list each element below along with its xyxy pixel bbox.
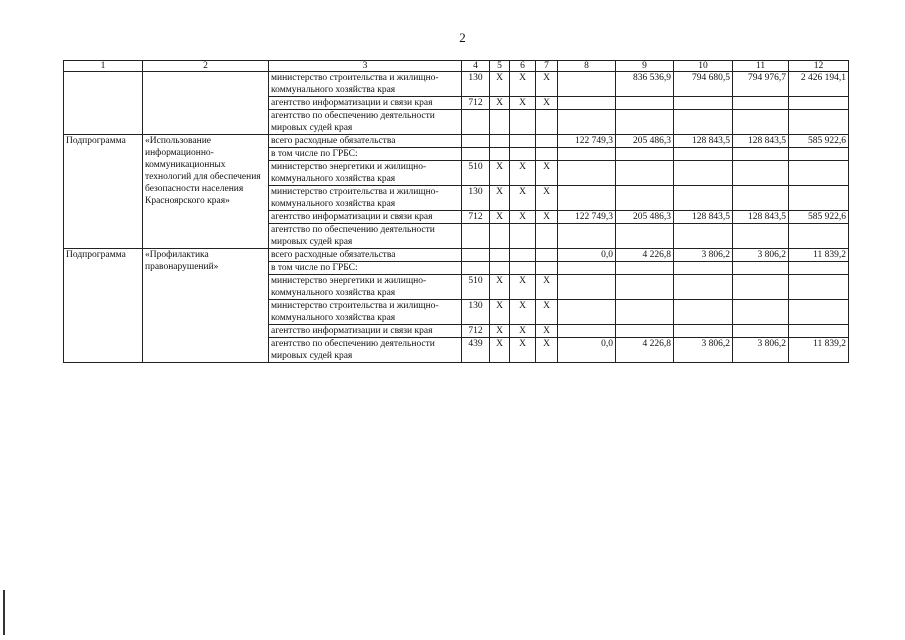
grbs-code-cell bbox=[462, 224, 490, 249]
grbs-code-cell: 510 bbox=[462, 275, 490, 300]
value-cell bbox=[789, 110, 849, 135]
vr-cell: Х bbox=[536, 97, 558, 110]
value-cell bbox=[616, 262, 674, 275]
value-cell: 205 486,3 bbox=[616, 135, 674, 148]
header-cell: 4 bbox=[462, 61, 490, 72]
grbs-name-cell: министерство строительства и жилищно-коммунального хозяйства края bbox=[269, 300, 462, 325]
value-cell bbox=[558, 148, 616, 161]
value-cell bbox=[616, 148, 674, 161]
csr-cell bbox=[510, 249, 536, 262]
value-cell: 11 839,2 bbox=[789, 249, 849, 262]
page-number: 2 bbox=[459, 30, 466, 45]
grbs-name-cell: министерство энергетики и жилищно-коммунального хозяйства края bbox=[269, 161, 462, 186]
budget-table bbox=[63, 60, 849, 363]
grbs-name-cell: всего расходные обязательства bbox=[269, 135, 462, 148]
rzpr-cell: Х bbox=[490, 275, 510, 300]
value-cell: 585 922,6 bbox=[789, 135, 849, 148]
value-cell bbox=[789, 161, 849, 186]
value-cell: 122 749,3 bbox=[558, 211, 616, 224]
value-cell bbox=[674, 262, 733, 275]
grbs-code-cell bbox=[462, 135, 490, 148]
value-cell bbox=[789, 148, 849, 161]
vr-cell: Х bbox=[536, 211, 558, 224]
grbs-code-cell bbox=[462, 148, 490, 161]
value-cell bbox=[674, 224, 733, 249]
value-cell bbox=[674, 300, 733, 325]
csr-cell: Х bbox=[510, 325, 536, 338]
csr-cell bbox=[510, 262, 536, 275]
vr-cell bbox=[536, 110, 558, 135]
scan-edge-mark bbox=[3, 590, 5, 635]
grbs-code-cell bbox=[462, 110, 490, 135]
value-cell bbox=[616, 97, 674, 110]
value-cell bbox=[789, 262, 849, 275]
value-cell bbox=[558, 275, 616, 300]
vr-cell: Х bbox=[536, 338, 558, 363]
grbs-code-cell: 130 bbox=[462, 186, 490, 211]
rzpr-cell: Х bbox=[490, 300, 510, 325]
table-row bbox=[64, 249, 849, 262]
value-cell: 794 976,7 bbox=[733, 72, 789, 97]
header-cell: 3 bbox=[269, 61, 462, 72]
table-row bbox=[64, 135, 849, 148]
rzpr-cell: Х bbox=[490, 325, 510, 338]
value-cell bbox=[733, 110, 789, 135]
header-cell: 1 bbox=[64, 61, 143, 72]
value-cell: 128 843,5 bbox=[733, 135, 789, 148]
header-cell: 8 bbox=[558, 61, 616, 72]
value-cell bbox=[558, 262, 616, 275]
csr-cell: Х bbox=[510, 186, 536, 211]
grbs-code-cell: 130 bbox=[462, 300, 490, 325]
value-cell bbox=[789, 186, 849, 211]
rzpr-cell bbox=[490, 262, 510, 275]
grbs-code-cell bbox=[462, 249, 490, 262]
value-cell bbox=[558, 186, 616, 211]
value-cell: 205 486,3 bbox=[616, 211, 674, 224]
value-cell bbox=[733, 148, 789, 161]
header-cell: 6 bbox=[510, 61, 536, 72]
rzpr-cell bbox=[490, 148, 510, 161]
vr-cell: Х bbox=[536, 325, 558, 338]
value-cell: 11 839,2 bbox=[789, 338, 849, 363]
rzpr-cell: Х bbox=[490, 72, 510, 97]
grbs-code-cell: 439 bbox=[462, 338, 490, 363]
value-cell bbox=[558, 161, 616, 186]
rzpr-cell bbox=[490, 135, 510, 148]
row-type-cell: Подпрограмма bbox=[64, 135, 143, 249]
vr-cell: Х bbox=[536, 72, 558, 97]
value-cell bbox=[616, 224, 674, 249]
value-cell: 794 680,5 bbox=[674, 72, 733, 97]
value-cell bbox=[616, 300, 674, 325]
grbs-name-cell: всего расходные обязательства bbox=[269, 249, 462, 262]
vr-cell: Х bbox=[536, 186, 558, 211]
value-cell bbox=[558, 300, 616, 325]
value-cell bbox=[616, 161, 674, 186]
rzpr-cell bbox=[490, 224, 510, 249]
value-cell: 128 843,5 bbox=[733, 211, 789, 224]
header-cell: 7 bbox=[536, 61, 558, 72]
grbs-name-cell: министерство энергетики и жилищно-коммунального хозяйства края bbox=[269, 275, 462, 300]
rzpr-cell: Х bbox=[490, 338, 510, 363]
value-cell: 3 806,2 bbox=[674, 249, 733, 262]
value-cell: 4 226,8 bbox=[616, 338, 674, 363]
value-cell bbox=[674, 325, 733, 338]
vr-cell: Х bbox=[536, 161, 558, 186]
csr-cell: Х bbox=[510, 300, 536, 325]
row-type-cell bbox=[64, 72, 143, 135]
rzpr-cell bbox=[490, 249, 510, 262]
header-cell: 9 bbox=[616, 61, 674, 72]
value-cell bbox=[558, 224, 616, 249]
value-cell bbox=[674, 110, 733, 135]
grbs-name-cell: агентство по обеспечению деятельности мировых судей края bbox=[269, 110, 462, 135]
header-cell: 10 bbox=[674, 61, 733, 72]
value-cell bbox=[733, 97, 789, 110]
vr-cell: Х bbox=[536, 275, 558, 300]
value-cell: 2 426 194,1 bbox=[789, 72, 849, 97]
vr-cell bbox=[536, 224, 558, 249]
subprogram-name-cell: «Профилактика правонарушений» bbox=[143, 249, 269, 363]
grbs-code-cell bbox=[462, 262, 490, 275]
value-cell: 3 806,2 bbox=[733, 338, 789, 363]
grbs-name-cell: в том числе по ГРБС: bbox=[269, 148, 462, 161]
subprogram-name-cell bbox=[143, 72, 269, 135]
row-type-cell: Подпрограмма bbox=[64, 249, 143, 363]
grbs-name-cell: агентство по обеспечению деятельности мировых судей края bbox=[269, 224, 462, 249]
csr-cell: Х bbox=[510, 338, 536, 363]
value-cell: 4 226,8 bbox=[616, 249, 674, 262]
value-cell bbox=[733, 275, 789, 300]
value-cell bbox=[558, 72, 616, 97]
value-cell bbox=[674, 161, 733, 186]
value-cell: 128 843,5 bbox=[674, 135, 733, 148]
value-cell bbox=[674, 97, 733, 110]
value-cell bbox=[674, 275, 733, 300]
value-cell bbox=[616, 186, 674, 211]
vr-cell bbox=[536, 148, 558, 161]
header-cell: 11 bbox=[733, 61, 789, 72]
grbs-name-cell: агентство информатизации и связи края bbox=[269, 97, 462, 110]
value-cell bbox=[733, 300, 789, 325]
csr-cell bbox=[510, 148, 536, 161]
table-row bbox=[64, 72, 849, 97]
grbs-name-cell: в том числе по ГРБС: bbox=[269, 262, 462, 275]
header-cell: 12 bbox=[789, 61, 849, 72]
csr-cell bbox=[510, 135, 536, 148]
value-cell: 585 922,6 bbox=[789, 211, 849, 224]
grbs-code-cell: 712 bbox=[462, 211, 490, 224]
value-cell bbox=[558, 97, 616, 110]
value-cell bbox=[616, 275, 674, 300]
value-cell bbox=[558, 110, 616, 135]
value-cell: 0,0 bbox=[558, 249, 616, 262]
csr-cell: Х bbox=[510, 72, 536, 97]
value-cell: 122 749,3 bbox=[558, 135, 616, 148]
grbs-name-cell: агентство по обеспечению деятельности мировых судей края bbox=[269, 338, 462, 363]
csr-cell bbox=[510, 224, 536, 249]
value-cell: 128 843,5 bbox=[674, 211, 733, 224]
value-cell bbox=[558, 325, 616, 338]
value-cell bbox=[674, 186, 733, 211]
vr-cell bbox=[536, 249, 558, 262]
grbs-code-cell: 130 bbox=[462, 72, 490, 97]
value-cell bbox=[789, 275, 849, 300]
csr-cell: Х bbox=[510, 161, 536, 186]
grbs-name-cell: агентство информатизации и связи края bbox=[269, 325, 462, 338]
csr-cell bbox=[510, 110, 536, 135]
value-cell bbox=[789, 300, 849, 325]
value-cell: 0,0 bbox=[558, 338, 616, 363]
header-cell: 5 bbox=[490, 61, 510, 72]
rzpr-cell bbox=[490, 110, 510, 135]
value-cell bbox=[733, 186, 789, 211]
value-cell bbox=[733, 325, 789, 338]
grbs-name-cell: министерство строительства и жилищно-коммунального хозяйства края bbox=[269, 186, 462, 211]
value-cell bbox=[674, 148, 733, 161]
value-cell bbox=[616, 110, 674, 135]
rzpr-cell: Х bbox=[490, 211, 510, 224]
vr-cell: Х bbox=[536, 300, 558, 325]
value-cell bbox=[733, 224, 789, 249]
vr-cell bbox=[536, 262, 558, 275]
value-cell bbox=[733, 262, 789, 275]
value-cell: 836 536,9 bbox=[616, 72, 674, 97]
value-cell bbox=[789, 224, 849, 249]
value-cell bbox=[789, 325, 849, 338]
csr-cell: Х bbox=[510, 275, 536, 300]
csr-cell: Х bbox=[510, 97, 536, 110]
grbs-code-cell: 712 bbox=[462, 97, 490, 110]
rzpr-cell: Х bbox=[490, 186, 510, 211]
csr-cell: Х bbox=[510, 211, 536, 224]
subprogram-name-cell: «Использование информационно-коммуникационных технологий для обеспечения безопасности населения Красноярского края» bbox=[143, 135, 269, 249]
header-row bbox=[64, 61, 849, 72]
rzpr-cell: Х bbox=[490, 161, 510, 186]
value-cell: 3 806,2 bbox=[733, 249, 789, 262]
grbs-code-cell: 712 bbox=[462, 325, 490, 338]
value-cell bbox=[733, 161, 789, 186]
grbs-name-cell: агентство информатизации и связи края bbox=[269, 211, 462, 224]
value-cell: 3 806,2 bbox=[674, 338, 733, 363]
value-cell bbox=[616, 325, 674, 338]
grbs-code-cell: 510 bbox=[462, 161, 490, 186]
header-cell: 2 bbox=[143, 61, 269, 72]
vr-cell bbox=[536, 135, 558, 148]
value-cell bbox=[789, 97, 849, 110]
rzpr-cell: Х bbox=[490, 97, 510, 110]
grbs-name-cell: министерство строительства и жилищно-коммунального хозяйства края bbox=[269, 72, 462, 97]
